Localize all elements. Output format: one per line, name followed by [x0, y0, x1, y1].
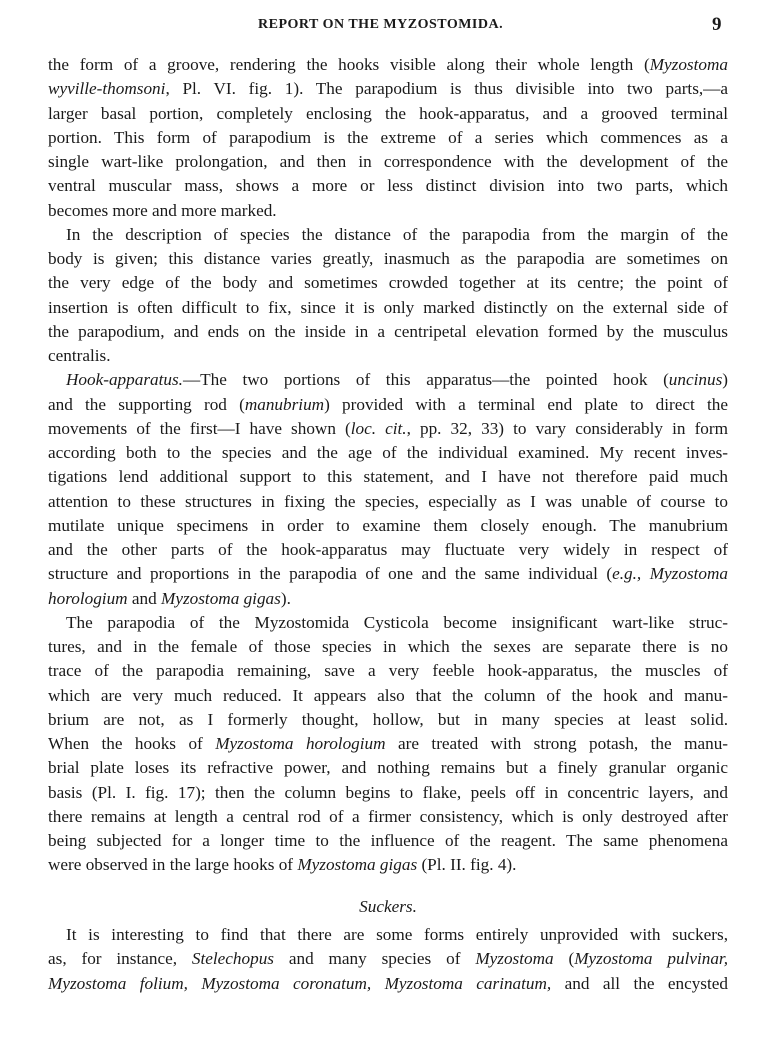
- text-run: insertion is often difficult to fix, since it is only marked distinctly on the external side of: [48, 297, 728, 317]
- italic-text: wyville-thomsoni: [48, 79, 166, 99]
- italic-text: Myzostoma gigas: [161, 588, 281, 608]
- text-line: [66, 924, 728, 946]
- text-line: [48, 272, 728, 294]
- italic-text: manubrium: [244, 394, 325, 414]
- text-run: were observed in the large hooks of: [48, 855, 298, 875]
- text-run: brial plate loses its refractive power, and nothing remains but a finely granular organic: [48, 758, 728, 778]
- text-line: [48, 321, 728, 343]
- text-run: the very edge of the body and sometimes crowded together at its centre; the point of: [48, 273, 728, 293]
- text-line: [48, 973, 728, 995]
- text-line: [48, 636, 728, 658]
- text-run: It is interesting to find that there are some forms entirely unprovided with suckers,: [66, 925, 728, 944]
- text-line: [48, 491, 728, 513]
- text-line: [48, 127, 728, 149]
- italic-text: Hook-apparatus.: [66, 370, 183, 390]
- text-line: [48, 345, 728, 367]
- text-run: the parapodium, and ends on the inside in a centripetal elevation formed by the musculus: [48, 321, 728, 341]
- text-run: ): [722, 370, 728, 390]
- text-line: [48, 806, 728, 828]
- italic-text: Myzostoma folium, Myzostoma coronatum, Myzostoma carinatum,: [48, 973, 552, 993]
- text-run: and the supporting rod (: [48, 394, 245, 414]
- italic-text: Myzostoma: [649, 55, 728, 74]
- text-line: [48, 782, 728, 804]
- text-run: ).: [280, 588, 291, 608]
- text-run: basis (Pl. I. fig. 17); then the column begins to flake, peels off in concentric layers, and: [48, 782, 728, 802]
- italic-text: Stelechopus: [191, 949, 274, 969]
- text-run: and: [127, 588, 161, 608]
- text-line: [48, 103, 728, 125]
- text-line: [48, 854, 728, 876]
- text-line: [48, 588, 728, 610]
- text-line: [48, 685, 728, 707]
- text-line: [48, 78, 728, 100]
- text-run: centralis.: [48, 346, 111, 365]
- text-run: In the description of species the distance of the parapodia from the margin of the: [66, 224, 728, 244]
- text-line: [48, 175, 728, 197]
- italic-text: Myzostoma horologium: [215, 734, 386, 753]
- text-line: [48, 200, 728, 222]
- text-line: [48, 466, 728, 488]
- text-run: larger basal portion, completely enclosing the hook-apparatus, and a grooved terminal: [48, 103, 728, 123]
- text-line: [48, 563, 728, 585]
- text-run: tures, and in the female of those species in which the sexes are separate there is no: [48, 637, 728, 656]
- text-run: which are very much reduced. It appears also that the column of the hook and manu-: [48, 685, 728, 705]
- section-heading: Suckers.: [359, 897, 417, 916]
- text-run: attention to these structures in fixing the species, especially as I was unable of course to: [48, 491, 728, 511]
- text-run: single wart-like prolongation, and then in correspondence with the development of the: [48, 152, 728, 171]
- text-run: structure and proportions in the parapodia of one and the same individual (: [48, 564, 613, 584]
- text-line: [66, 369, 728, 391]
- running-title: REPORT ON THE MYZOSTOMIDA.: [258, 17, 504, 32]
- italic-text: Myzostoma gigas: [297, 855, 418, 875]
- text-line: [48, 709, 728, 731]
- text-line: [48, 394, 728, 416]
- text-line: [48, 54, 728, 76]
- text-run: the form of a groove, rendering the hooks visible along their whole length (: [48, 55, 650, 74]
- text-line: [48, 733, 728, 755]
- page-number: 9: [712, 14, 722, 35]
- text-run: portion. This form of parapodium is the extreme of a series which commences as a: [48, 127, 728, 147]
- text-run: (: [553, 949, 575, 969]
- text-run: mutilate unique specimens in order to examine them closely enough. The manubrium: [48, 515, 728, 535]
- text-line: [48, 948, 728, 970]
- text-run: becomes more and more marked.: [48, 200, 277, 220]
- text-line: [48, 248, 728, 270]
- italic-text: e.g., Myzostoma: [612, 564, 729, 584]
- text-run: being subjected for a longer time to the influence of the reagent. The same phenomena: [48, 831, 728, 850]
- text-run: and all the encysted: [551, 973, 728, 993]
- text-run: and the other parts of the hook-apparatus may fluctuate very widely in respect of: [48, 540, 728, 559]
- italic-text: uncinus: [668, 370, 723, 390]
- text-run: The parapodia of the Myzostomida Cysticola become insignificant wart-like struc-: [66, 612, 728, 632]
- italic-text: horologium: [48, 588, 128, 608]
- text-run: and many species of: [274, 949, 476, 969]
- text-run: are treated with strong potash, the manu-: [385, 734, 729, 753]
- italic-text: loc. cit.: [350, 418, 407, 438]
- italic-text: Myzostoma pulvinar,: [574, 949, 729, 969]
- text-run: there remains at length a central rod of a firmer consistency, which is only destroyed after: [48, 806, 728, 826]
- text-line: [66, 224, 728, 246]
- text-line: [48, 418, 728, 440]
- text-run: ) provided with a terminal end plate to direct the: [324, 394, 728, 414]
- text-line: [48, 515, 728, 537]
- text-line: [48, 830, 728, 852]
- text-run: brium are not, as I formerly thought, hollow, but in many species at least solid.: [48, 709, 728, 729]
- text-line: [48, 660, 728, 682]
- text-line: [66, 612, 728, 634]
- text-run: ventral muscular mass, shows a more or less distinct division into two parts, which: [48, 176, 728, 196]
- text-run: When the hooks of: [48, 734, 216, 753]
- text-run: tigations lend additional support to this statement, and I have not therefore paid much: [48, 467, 728, 487]
- text-run: , pp. 32, 33) to vary considerably in form: [406, 418, 728, 438]
- text-run: as, for instance,: [48, 949, 192, 969]
- text-run: according both to the species and the age of the individual examined. My recent inves-: [48, 443, 728, 462]
- text-run: movements of the first—I have shown (: [48, 418, 351, 438]
- text-line: [48, 297, 728, 319]
- text-run: body is given; this distance varies greatly, inasmuch as the parapodia are sometimes on: [48, 249, 728, 268]
- text-line: [48, 151, 728, 173]
- text-line: [48, 539, 728, 561]
- text-run: —The two portions of this apparatus—the pointed hook (: [182, 370, 669, 390]
- text-run: trace of the parapodia remaining, save a very feeble hook-apparatus, the muscles of: [48, 661, 728, 681]
- text-run: (Pl. II. fig. 4).: [417, 855, 517, 875]
- text-run: , Pl. VI. fig. 1). The parapodium is thus divisible into two parts,—a: [165, 79, 728, 99]
- text-line: [48, 442, 728, 464]
- italic-text: Myzostoma: [475, 949, 554, 969]
- text-line: [48, 757, 728, 779]
